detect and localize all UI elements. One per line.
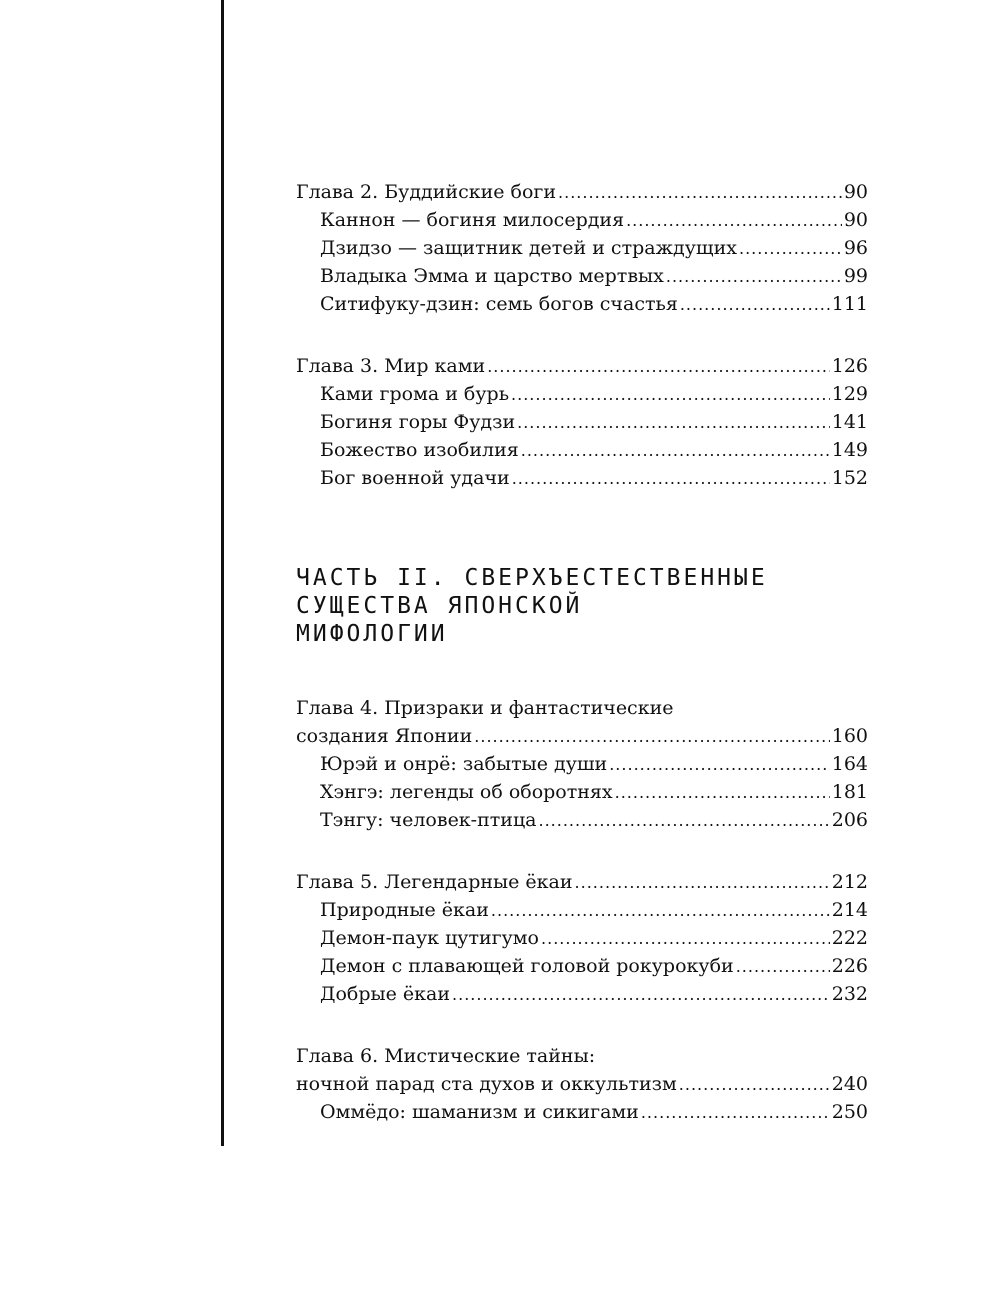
toc-entry-title: Добрые ёкаи xyxy=(320,983,451,1005)
toc-entry-page: 141 xyxy=(831,411,868,433)
toc-entry-page: 160 xyxy=(831,725,868,747)
dot-leader xyxy=(541,925,830,953)
dot-leader xyxy=(491,897,830,925)
dot-leader xyxy=(539,807,830,835)
chapter-3-group xyxy=(296,352,868,492)
toc-entry-title: Бог военной удачи xyxy=(320,467,510,489)
toc-entry-rokurokubi[interactable] xyxy=(296,952,868,980)
toc-entry-shichifukujin[interactable] xyxy=(296,290,868,318)
toc-entry-title: Божество изобилия xyxy=(320,439,519,461)
page-margin-rule xyxy=(221,0,224,1146)
toc-entry-page: 206 xyxy=(831,809,868,831)
toc-entry-page: 164 xyxy=(831,753,868,775)
toc-entry-tsuchigumo[interactable] xyxy=(296,924,868,952)
toc-entry-title: Глава 5. Легендарные ёкаи xyxy=(296,871,573,893)
toc-entry-title: Тэнгу: человек-птица xyxy=(320,809,537,831)
toc-entry-war-luck-god[interactable] xyxy=(296,464,868,492)
dot-leader xyxy=(609,751,830,779)
dot-leader xyxy=(679,1071,830,1099)
toc-entry-yurei[interactable] xyxy=(296,750,868,778)
part-2-heading-line: ЧАСТЬ II. СВЕРХЪЕСТЕСТВЕННЫЕ xyxy=(296,565,768,591)
toc-entry-chapter-5[interactable] xyxy=(296,868,868,896)
dot-leader xyxy=(474,723,829,751)
toc-entry-chapter-6-line1[interactable]: Глава 6. Мистические тайны: xyxy=(296,1045,596,1067)
dot-leader xyxy=(511,381,830,409)
part-2-heading-line: МИФОЛОГИИ xyxy=(296,621,448,647)
toc-entry-page: 232 xyxy=(831,983,868,1005)
dot-leader xyxy=(666,263,842,291)
toc-entry-onmyodo[interactable] xyxy=(296,1098,868,1126)
toc-entry-henge[interactable] xyxy=(296,778,868,806)
toc-entry-page: 99 xyxy=(843,265,868,287)
part-2-heading[interactable] xyxy=(296,564,856,648)
toc-entry-title: создания Японии xyxy=(296,725,473,747)
toc-entry-title: Глава 2. Буддийские боги xyxy=(296,181,557,203)
toc-entry-page: 96 xyxy=(843,237,868,259)
chapter-5-group xyxy=(296,868,868,1008)
toc-entry-chapter-2[interactable] xyxy=(296,178,868,206)
toc-entry-title: Каннон — богиня милосердия xyxy=(320,209,625,231)
toc-entry-title: Глава 3. Мир ками xyxy=(296,355,486,377)
chapter-2-group xyxy=(296,178,868,318)
toc-entry-title: Ситифуку-дзин: семь богов счастья xyxy=(320,293,678,315)
toc-entry-page: 240 xyxy=(831,1073,868,1095)
chapter-4-group xyxy=(296,694,868,834)
toc-entry-page: 226 xyxy=(831,955,868,977)
toc-entry-page: 90 xyxy=(843,209,868,231)
chapter-6-group xyxy=(296,1042,868,1126)
toc-entry-title: Богиня горы Фудзи xyxy=(320,411,516,433)
toc-entry-tengu[interactable] xyxy=(296,806,868,834)
toc-entry-title: Дзидзо — защитник детей и страждущих xyxy=(320,237,737,259)
toc-entry-page: 90 xyxy=(843,181,868,203)
toc-entry-page: 129 xyxy=(831,383,868,405)
toc-entry-title: Владыка Эмма и царство мертвых xyxy=(320,265,664,287)
dot-leader xyxy=(512,465,830,493)
toc-entry-title: Ками грома и бурь xyxy=(320,383,510,405)
toc-entry-title: Хэнгэ: легенды об оборотнях xyxy=(320,781,613,803)
toc-entry-page: 126 xyxy=(831,355,868,377)
toc-entry-emma[interactable] xyxy=(296,262,868,290)
dot-leader xyxy=(487,353,830,381)
toc-entry-page: 212 xyxy=(831,871,868,893)
dot-leader xyxy=(615,779,830,807)
toc-entry-chapter-6[interactable] xyxy=(296,1070,868,1098)
toc-entry-title: Демон с плавающей головой рокурокуби xyxy=(320,955,734,977)
toc-entry-page: 250 xyxy=(831,1101,868,1123)
dot-leader xyxy=(521,437,830,465)
dot-leader xyxy=(626,207,842,235)
toc-entry-page: 181 xyxy=(831,781,868,803)
toc-entry-title: Природные ёкаи xyxy=(320,899,489,921)
toc-entry-jizo[interactable] xyxy=(296,234,868,262)
toc-entry-chapter-4-line1[interactable]: Глава 4. Призраки и фантастические xyxy=(296,697,674,719)
toc-entry-chapter-3[interactable] xyxy=(296,352,868,380)
dot-leader xyxy=(575,869,830,897)
toc-entry-abundance-deity[interactable] xyxy=(296,436,868,464)
toc-entry-nature-yokai[interactable] xyxy=(296,896,868,924)
toc-entry-page: 149 xyxy=(831,439,868,461)
toc-entry-title: Юрэй и онрё: забытые души xyxy=(320,753,608,775)
part-2-heading-line: СУЩЕСТВА ЯПОНСКОЙ xyxy=(296,593,583,619)
toc-entry-title: Оммёдо: шаманизм и сикигами xyxy=(320,1101,639,1123)
toc-entry-chapter-4[interactable] xyxy=(296,722,868,750)
toc-entry-fuji-goddess[interactable] xyxy=(296,408,868,436)
toc-entry-title: ночной парад ста духов и оккультизм xyxy=(296,1073,677,1095)
toc-entry-kind-yokai[interactable] xyxy=(296,980,868,1008)
dot-leader xyxy=(641,1099,830,1127)
toc-entry-page: 222 xyxy=(831,927,868,949)
table-of-contents xyxy=(296,178,868,1126)
dot-leader xyxy=(680,291,830,319)
dot-leader xyxy=(452,981,830,1009)
toc-entry-title: Демон-паук цутигумо xyxy=(320,927,540,949)
toc-entry-kannon[interactable] xyxy=(296,206,868,234)
toc-entry-page: 214 xyxy=(831,899,868,921)
dot-leader xyxy=(517,409,830,437)
dot-leader xyxy=(739,235,842,263)
toc-entry-page: 152 xyxy=(831,467,868,489)
toc-entry-thunder-kami[interactable] xyxy=(296,380,868,408)
toc-entry-page: 111 xyxy=(831,293,868,315)
dot-leader xyxy=(736,953,830,981)
dot-leader xyxy=(558,179,842,207)
